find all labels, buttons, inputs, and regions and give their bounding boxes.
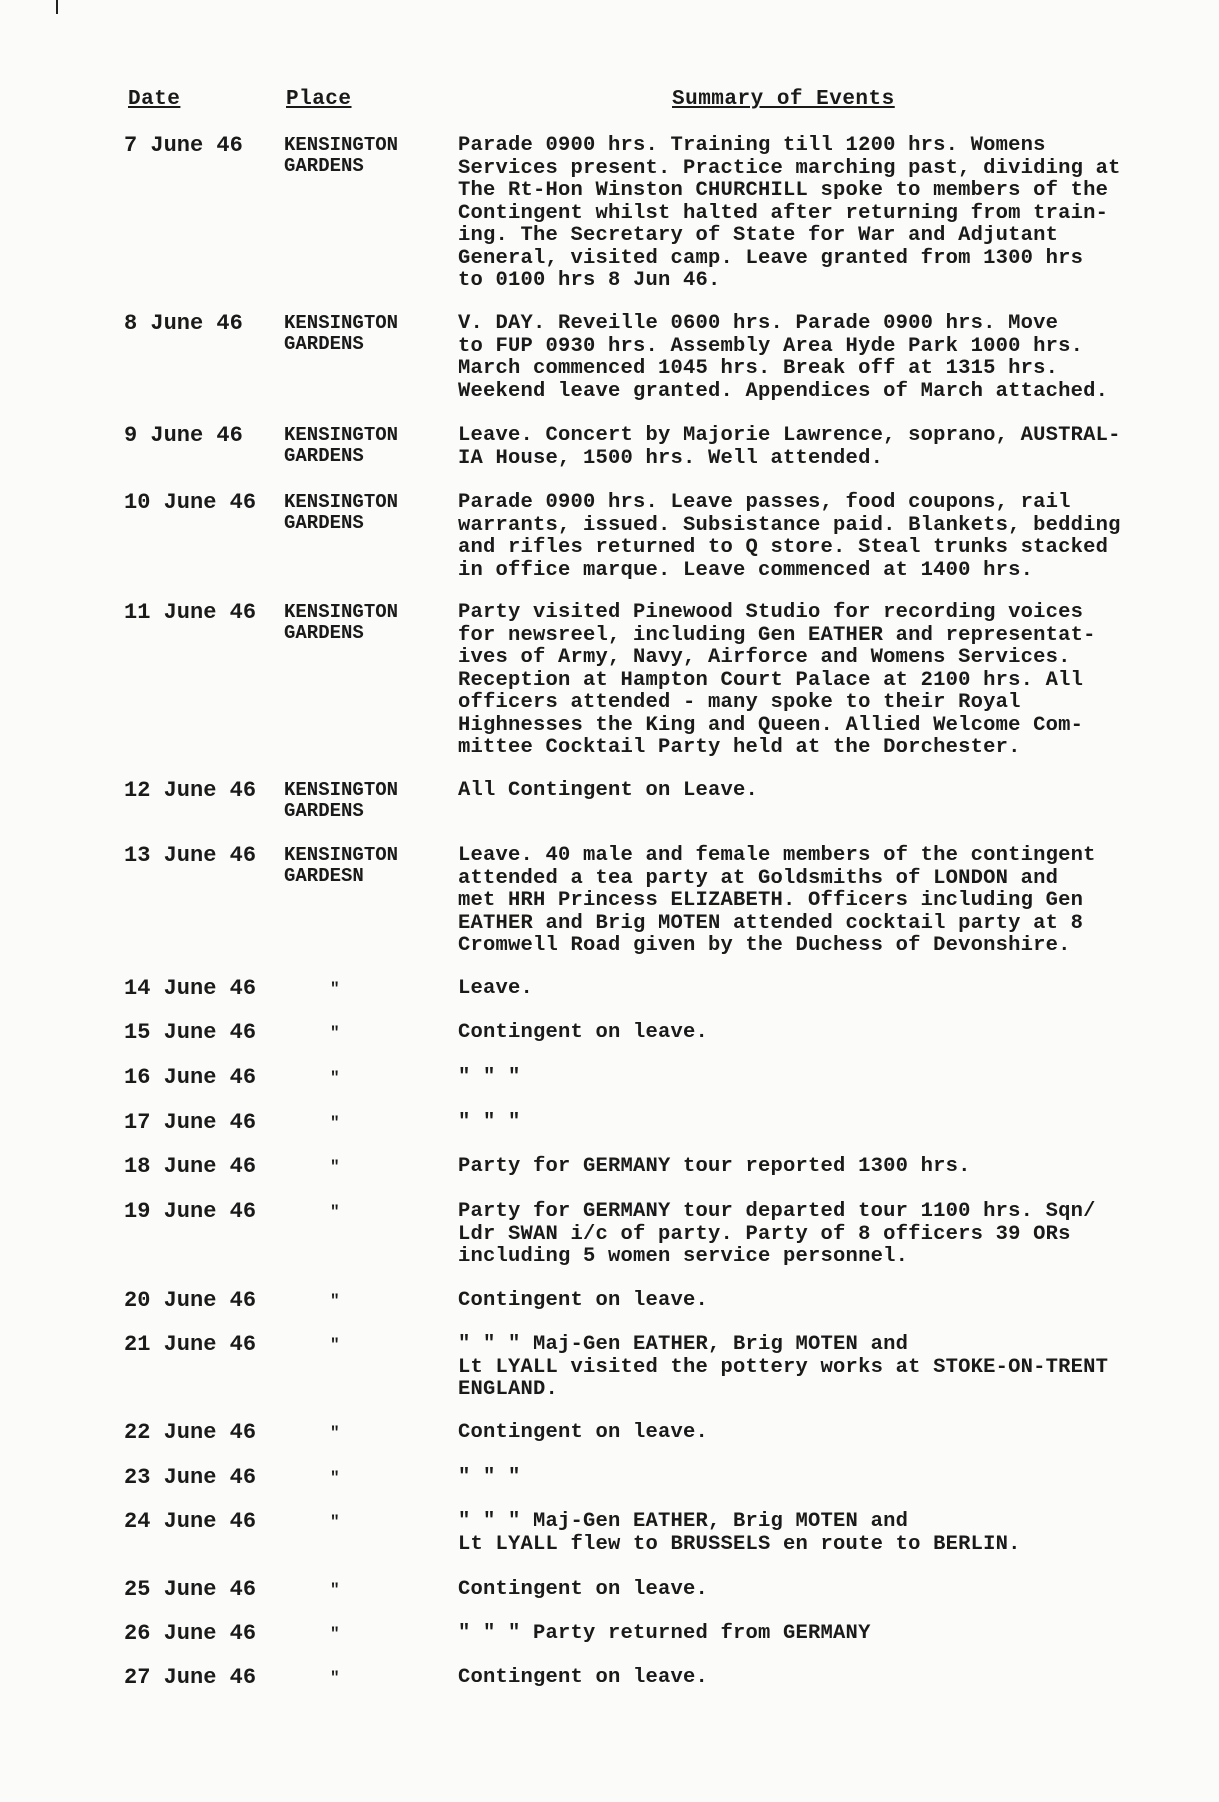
entry-events: Party visited Pinewood Studio for recording voices for newsreel, including Gen EATHER and representat- ives of Army, Navy, Airforce and Womens Services. Reception at Hampton Court Palace at 2100 hrs. All officers attended - many spoke to their Royal Highnesses the King and Queen. Allied Welcome Com- mittee Cocktail Party held at the Dorchester.: [458, 601, 1096, 759]
entry-date: 17 June 46: [124, 1110, 257, 1135]
entry-date: 27 June 46: [124, 1665, 257, 1690]
entry-events: Parade 0900 hrs. Training till 1200 hrs. Womens Services present. Practice marching past, dividing at The Rt-Hon Winston CHURCHILL spoke to members of the Contingent whilst halted after returning from train- ing. The Secretary of State for War and Adjutant General, visited camp. Leave granted from 1300 hrs to 0100 hrs 8 Jun 46.: [458, 134, 1121, 292]
entry-place-ditto: ": [330, 980, 340, 998]
entry-events: Parade 0900 hrs. Leave passes, food coupons, rail warrants, issued. Subsistance paid. Blankets, bedding and rifles returned to Q store. Steal trunks stacked in office marque. Leave commenced at 1400 hrs.: [458, 491, 1121, 582]
entry-place: KENSINGTON GARDENS: [284, 424, 399, 467]
column-header-date: Date: [128, 88, 181, 111]
entry-date: 20 June 46: [124, 1288, 257, 1313]
entry-date: 22 June 46: [124, 1420, 257, 1445]
entry-place: KENSINGTON GARDENS: [284, 779, 399, 822]
entry-events: Leave.: [458, 977, 534, 1000]
margin-mark: [56, 0, 58, 14]
entry-events: " " ": [458, 1111, 521, 1134]
entry-events: Contingent on leave.: [458, 1666, 709, 1689]
entry-events: Contingent on leave.: [458, 1421, 709, 1444]
entry-place-ditto: ": [330, 1669, 340, 1687]
entry-place-ditto: ": [330, 1424, 340, 1442]
entry-date: 23 June 46: [124, 1465, 257, 1490]
entry-date: 7 June 46: [124, 133, 243, 158]
entry-date: 11 June 46: [124, 600, 257, 625]
entry-place-ditto: ": [330, 1292, 340, 1310]
entry-date: 10 June 46: [124, 490, 257, 515]
entry-place: KENSINGTON GARDENS: [284, 601, 399, 644]
entry-date: 12 June 46: [124, 778, 257, 803]
entry-date: 18 June 46: [124, 1154, 257, 1179]
column-header-place: Place: [286, 88, 352, 111]
entry-events: Leave. Concert by Majorie Lawrence, soprano, AUSTRAL- IA House, 1500 hrs. Well attended.: [458, 424, 1121, 470]
entry-date: 15 June 46: [124, 1020, 257, 1045]
entry-events: " " ": [458, 1466, 521, 1489]
entry-events: " " " Party returned from GERMANY: [458, 1622, 871, 1645]
entry-place-ditto: ": [330, 1625, 340, 1643]
column-header-summary: Summary of Events: [672, 88, 895, 111]
entry-events: Contingent on leave.: [458, 1578, 709, 1601]
entry-events: " " " Maj-Gen EATHER, Brig MOTEN and Lt LYALL visited the pottery works at STOKE-ON-TRENT ENGLAND.: [458, 1333, 1109, 1401]
entry-events: V. DAY. Reveille 0600 hrs. Parade 0900 hrs. Move to FUP 0930 hrs. Assembly Area Hyde Park 1000 hrs. March commenced 1045 hrs. Break off at 1315 hrs. Weekend leave granted. Appendices of March attached.: [458, 312, 1109, 403]
entry-place-ditto: ": [330, 1114, 340, 1132]
entry-events: " " ": [458, 1066, 521, 1089]
entry-date: 21 June 46: [124, 1332, 257, 1357]
entry-place: KENSINGTON GARDESN: [284, 844, 399, 887]
entry-place-ditto: ": [330, 1513, 340, 1531]
entry-place-ditto: ": [330, 1469, 340, 1487]
entry-date: 24 June 46: [124, 1509, 257, 1534]
entry-events: Contingent on leave.: [458, 1021, 709, 1044]
entry-events: Contingent on leave.: [458, 1289, 709, 1312]
entry-date: 9 June 46: [124, 423, 243, 448]
entry-date: 16 June 46: [124, 1065, 257, 1090]
entry-events: Party for GERMANY tour departed tour 1100 hrs. Sqn/ Ldr SWAN i/c of party. Party of 8 officers 39 ORs including 5 women service personnel.: [458, 1200, 1096, 1268]
entry-events: " " " Maj-Gen EATHER, Brig MOTEN and Lt LYALL flew to BRUSSELS en route to BERLIN.: [458, 1510, 1021, 1556]
entry-place: KENSINGTON GARDENS: [284, 491, 399, 534]
entry-place: KENSINGTON GARDENS: [284, 312, 399, 355]
entry-date: 14 June 46: [124, 976, 257, 1001]
entry-place-ditto: ": [330, 1069, 340, 1087]
entry-events: Leave. 40 male and female members of the contingent attended a tea party at Goldsmiths of LONDON and met HRH Princess ELIZABETH. Officers including Gen EATHER and Brig MOTEN attended cocktail party at 8 Cromwell Road given by the Duchess of Devonshire.: [458, 844, 1096, 957]
entry-place-ditto: ": [330, 1024, 340, 1042]
entry-place-ditto: ": [330, 1581, 340, 1599]
entry-place-ditto: ": [330, 1336, 340, 1354]
entry-events: All Contingent on Leave.: [458, 779, 759, 802]
entry-events: Party for GERMANY tour reported 1300 hrs.: [458, 1155, 971, 1178]
entry-place: KENSINGTON GARDENS: [284, 134, 399, 177]
entry-date: 26 June 46: [124, 1621, 257, 1646]
entry-date: 19 June 46: [124, 1199, 257, 1224]
entry-date: 13 June 46: [124, 843, 257, 868]
entry-place-ditto: ": [330, 1158, 340, 1176]
entry-place-ditto: ": [330, 1203, 340, 1221]
entry-date: 8 June 46: [124, 311, 243, 336]
entry-date: 25 June 46: [124, 1577, 257, 1602]
